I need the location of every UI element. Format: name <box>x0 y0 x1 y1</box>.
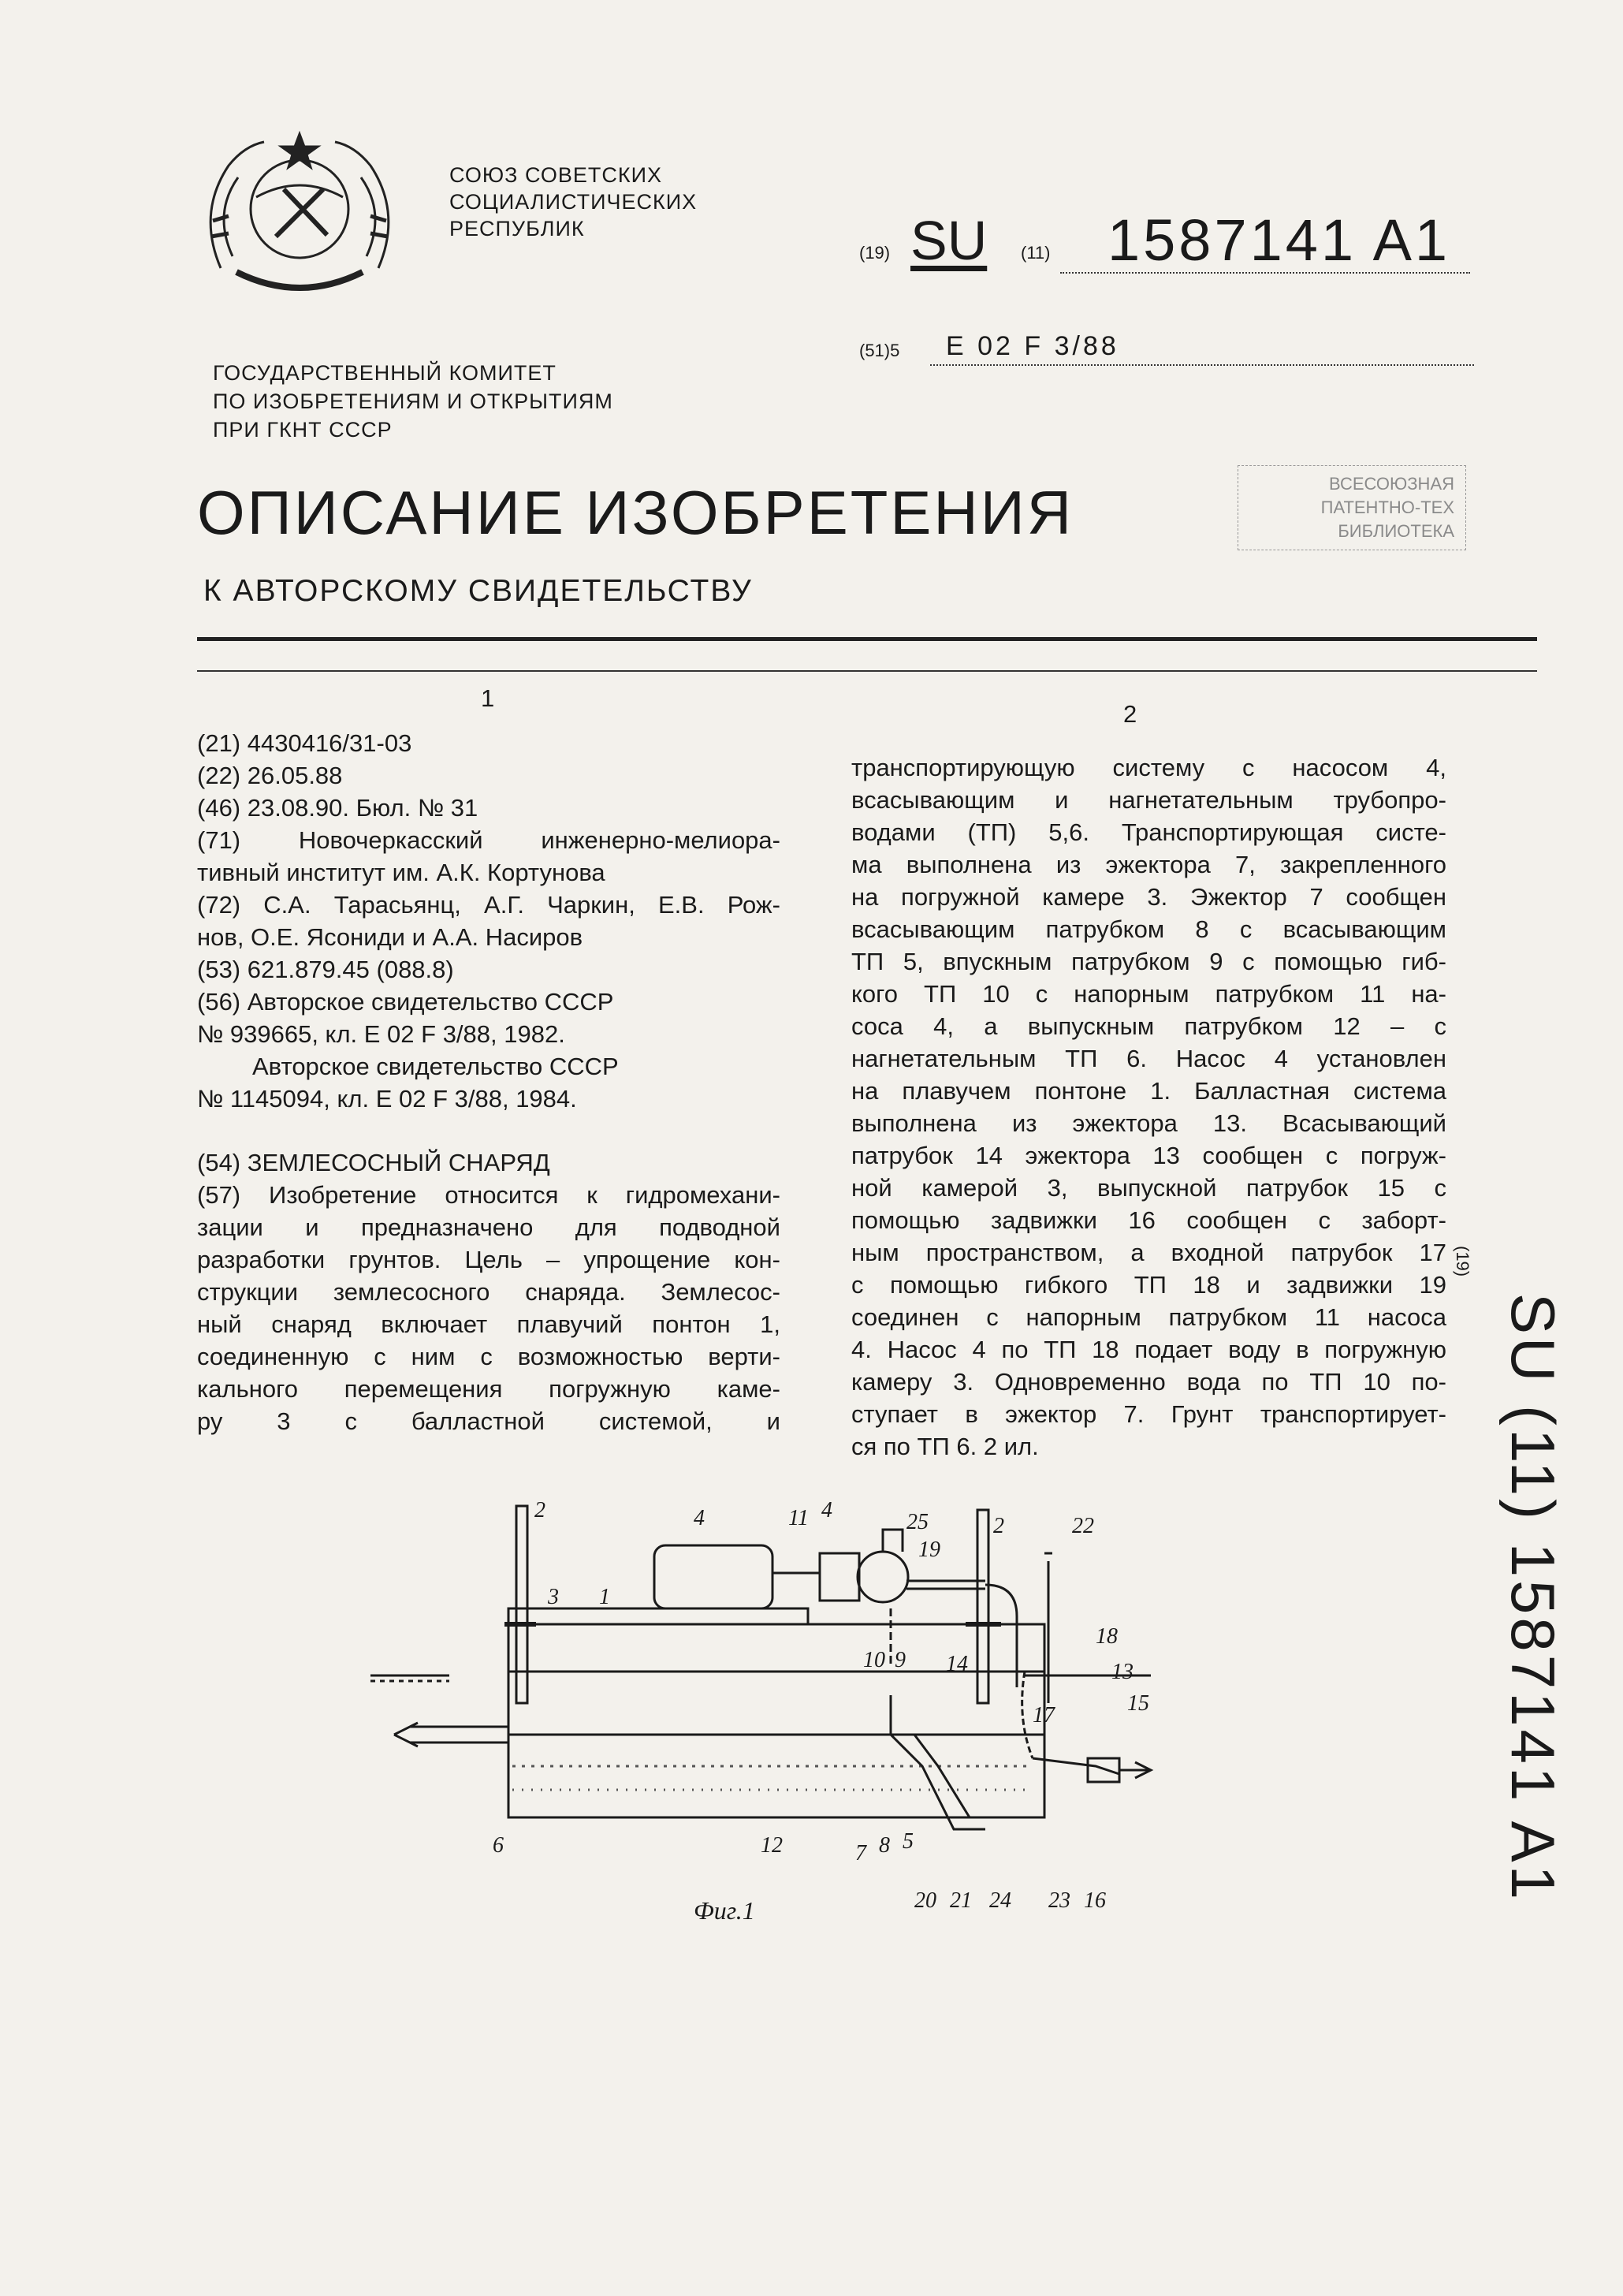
ipc-underline <box>930 364 1474 366</box>
text-line-10: нагнетательным ТП 6. Насос 4 установлен <box>851 1045 1446 1072</box>
biblio-56: (56) Авторское свидетельство СССР <box>197 988 614 1016</box>
fig-label-16: 16 <box>1084 1888 1106 1913</box>
biblio-56-ref2: № 1145094, кл. Е 02 F 3/88, 1984. <box>197 1085 577 1113</box>
biblio-53: (53) 621.879.45 (088.8) <box>197 956 454 983</box>
fig-label-2b: 2 <box>993 1514 1004 1538</box>
fig-label-23: 23 <box>1048 1888 1070 1913</box>
fig-label-24: 24 <box>989 1888 1011 1913</box>
biblio-71: (71) Новочеркасский инженерно-мелиора- <box>197 826 780 854</box>
fig-label-20: 20 <box>914 1888 936 1913</box>
text-line-22: ся по ТП 6. 2 ил. <box>851 1433 1039 1460</box>
text-line-9: соса 4, а выпускным патрубком 12 – с <box>851 1012 1446 1040</box>
biblio-21: (21) 4430416/31-03 <box>197 729 412 757</box>
column-number-2: 2 <box>1123 700 1137 728</box>
fig-label-22: 22 <box>1072 1514 1094 1538</box>
text-line-15: помощью задвижки 16 сообщен с заборт- <box>851 1206 1446 1234</box>
fig-label-8: 8 <box>879 1833 890 1858</box>
biblio-72: (72) С.А. Тарасьянц, А.Г. Чаркин, Е.В. Рож- <box>197 891 780 919</box>
text-line-14: ной камерой 3, выпускной патрубок 15 с <box>851 1174 1446 1202</box>
text-line-17: с помощью гибкого ТП 18 и задвижки 19 <box>851 1271 1446 1299</box>
code-11: (11) <box>1021 243 1051 263</box>
fig-label-2a: 2 <box>534 1498 545 1523</box>
fig-label-25: 25 <box>906 1510 929 1534</box>
fig-label-13: 13 <box>1111 1660 1133 1684</box>
fig-label-15: 15 <box>1127 1691 1149 1716</box>
biblio-72-cont: нов, О.Е. Ясониди и А.А. Насиров <box>197 923 583 951</box>
text-line-21: ступает в эжектор 7. Грунт транспортирует- <box>851 1400 1446 1428</box>
title-54: (54) ЗЕМЛЕСОСНЫЙ СНАРЯД <box>197 1149 550 1176</box>
header-rule-thin <box>197 670 1537 672</box>
fig-label-9: 9 <box>895 1648 906 1672</box>
committee-name <box>213 359 613 444</box>
fig-label-21: 21 <box>950 1888 972 1913</box>
committee-line-1: ГОСУДАРСТВЕННЫЙ КОМИТЕТ <box>213 361 557 385</box>
text-line-3: водами (ТП) 5,6. Транспортирующая систе- <box>851 818 1446 846</box>
biblio-71-cont: тивный институт им. А.К. Кортунова <box>197 859 605 886</box>
text-line-12: выполнена из эжектора 13. Всасывающий <box>851 1109 1446 1137</box>
code-51: (51)5 <box>859 341 900 360</box>
fig-label-4a: 4 <box>694 1506 705 1530</box>
right-column <box>851 751 1446 1463</box>
text-line-8: кого ТП 10 с напорным патрубком 11 на- <box>851 980 1446 1008</box>
text-line-7: ТП 5, впускным патрубком 9 с помощью гиб- <box>851 948 1446 975</box>
text-line-2: всасывающим и нагнетательным трубопро- <box>851 786 1446 814</box>
text-line-6: всасывающим патрубком 8 с всасывающим <box>851 915 1446 943</box>
abstract-line-7: кального перемещения погружную каме- <box>197 1375 780 1403</box>
text-line-4: ма выполнена из эжектора 7, закрепленного <box>851 851 1446 878</box>
column-number-1: 1 <box>481 684 495 712</box>
text-line-11: на плавучем понтоне 1. Балластная система <box>851 1077 1446 1105</box>
abstract-line-5: ный снаряд включает плавучий понтон 1, <box>197 1310 780 1338</box>
number-underline <box>1060 272 1470 274</box>
document-subtitle: К АВТОРСКОМУ СВИДЕТЕЛЬСТВУ <box>203 574 753 608</box>
fig-label-11: 11 <box>788 1506 809 1530</box>
library-stamp <box>1238 465 1466 550</box>
fig-label-12: 12 <box>761 1833 783 1858</box>
fig-label-3: 3 <box>548 1585 559 1609</box>
fig-label-14: 14 <box>946 1652 968 1676</box>
country-name <box>449 162 697 242</box>
country-line-3: РЕСПУБЛИК <box>449 217 585 240</box>
fig-label-7: 7 <box>855 1841 866 1866</box>
text-line-19: 4. Насос 4 по ТП 18 подает воду в погружную <box>851 1336 1446 1363</box>
biblio-56-line3: Авторское свидетельство СССР <box>252 1053 619 1080</box>
figure-caption: Фиг.1 <box>694 1896 755 1925</box>
text-line-16: ным пространством, а входной патрубок 17 <box>851 1239 1446 1266</box>
stamp-line-3: БИБЛИОТЕКА <box>1338 521 1454 541</box>
fig-label-18: 18 <box>1096 1624 1118 1649</box>
stamp-line-2: ПАТЕНТНО-ТЕХ <box>1320 498 1454 517</box>
abstract-line-2: зации и предназначено для подводной <box>197 1213 780 1241</box>
ussr-emblem <box>189 118 410 308</box>
biblio-22: (22) 26.05.88 <box>197 762 343 789</box>
dredger-figure <box>339 1498 1167 1924</box>
code-19: (19) <box>859 243 891 263</box>
fig-label-19: 19 <box>918 1538 940 1562</box>
side-code-19: (19) <box>1453 1246 1472 1277</box>
committee-line-3: ПРИ ГКНТ СССР <box>213 418 393 442</box>
ipc-class: E 02 F 3/88 <box>946 331 1119 361</box>
stamp-line-1: ВСЕСОЮЗНАЯ <box>1329 474 1454 494</box>
fig-label-1: 1 <box>599 1585 610 1609</box>
fig-label-17: 17 <box>1033 1703 1055 1728</box>
fig-label-4b: 4 <box>821 1498 832 1523</box>
text-line-18: соединен с напорным патрубком 11 насоса <box>851 1303 1446 1331</box>
committee-line-2: ПО ИЗОБРЕТЕНИЯМ И ОТКРЫТИЯМ <box>213 390 613 413</box>
fig-label-6: 6 <box>493 1833 504 1858</box>
text-line-5: на погружной камере 3. Эжектор 7 сообщен <box>851 883 1446 911</box>
abstract-line-6: соединенную с ним с возможностью верти- <box>197 1343 780 1370</box>
fig-label-10: 10 <box>863 1648 885 1672</box>
fig-label-5: 5 <box>903 1829 914 1854</box>
document-title: ОПИСАНИЕ ИЗОБРЕТЕНИЯ <box>197 478 1074 547</box>
biblio-56-ref1: № 939665, кл. Е 02 F 3/88, 1982. <box>197 1020 565 1048</box>
text-line-20: камеру 3. Одновременно вода по ТП 10 по- <box>851 1368 1446 1396</box>
biblio-46: (46) 23.08.90. Бюл. № 31 <box>197 794 478 822</box>
text-line-1: транспортирующую систему с насосом 4, <box>851 754 1446 781</box>
header-rule <box>197 637 1537 641</box>
abstract-line-8: ру 3 с балластной системой, и <box>197 1407 780 1435</box>
side-patent-code: SU (11) 1587141 A1 <box>1498 1293 1568 1903</box>
patent-number: 1587141 A1 <box>1107 207 1451 273</box>
su-code: SU <box>910 210 988 271</box>
abstract-line-3: разработки грунтов. Цель – упрощение кон- <box>197 1246 780 1273</box>
abstract-line-4: струкции землесосного снаряда. Землесос- <box>197 1278 780 1306</box>
left-column <box>197 727 780 1437</box>
text-line-13: патрубок 14 эжектора 13 сообщен с погруж- <box>851 1142 1446 1169</box>
abstract-line-1: (57) Изобретение относится к гидромехани- <box>197 1181 780 1209</box>
country-line-1: СОЮЗ СОВЕТСКИХ <box>449 163 663 187</box>
country-line-2: СОЦИАЛИСТИЧЕСКИХ <box>449 190 698 214</box>
